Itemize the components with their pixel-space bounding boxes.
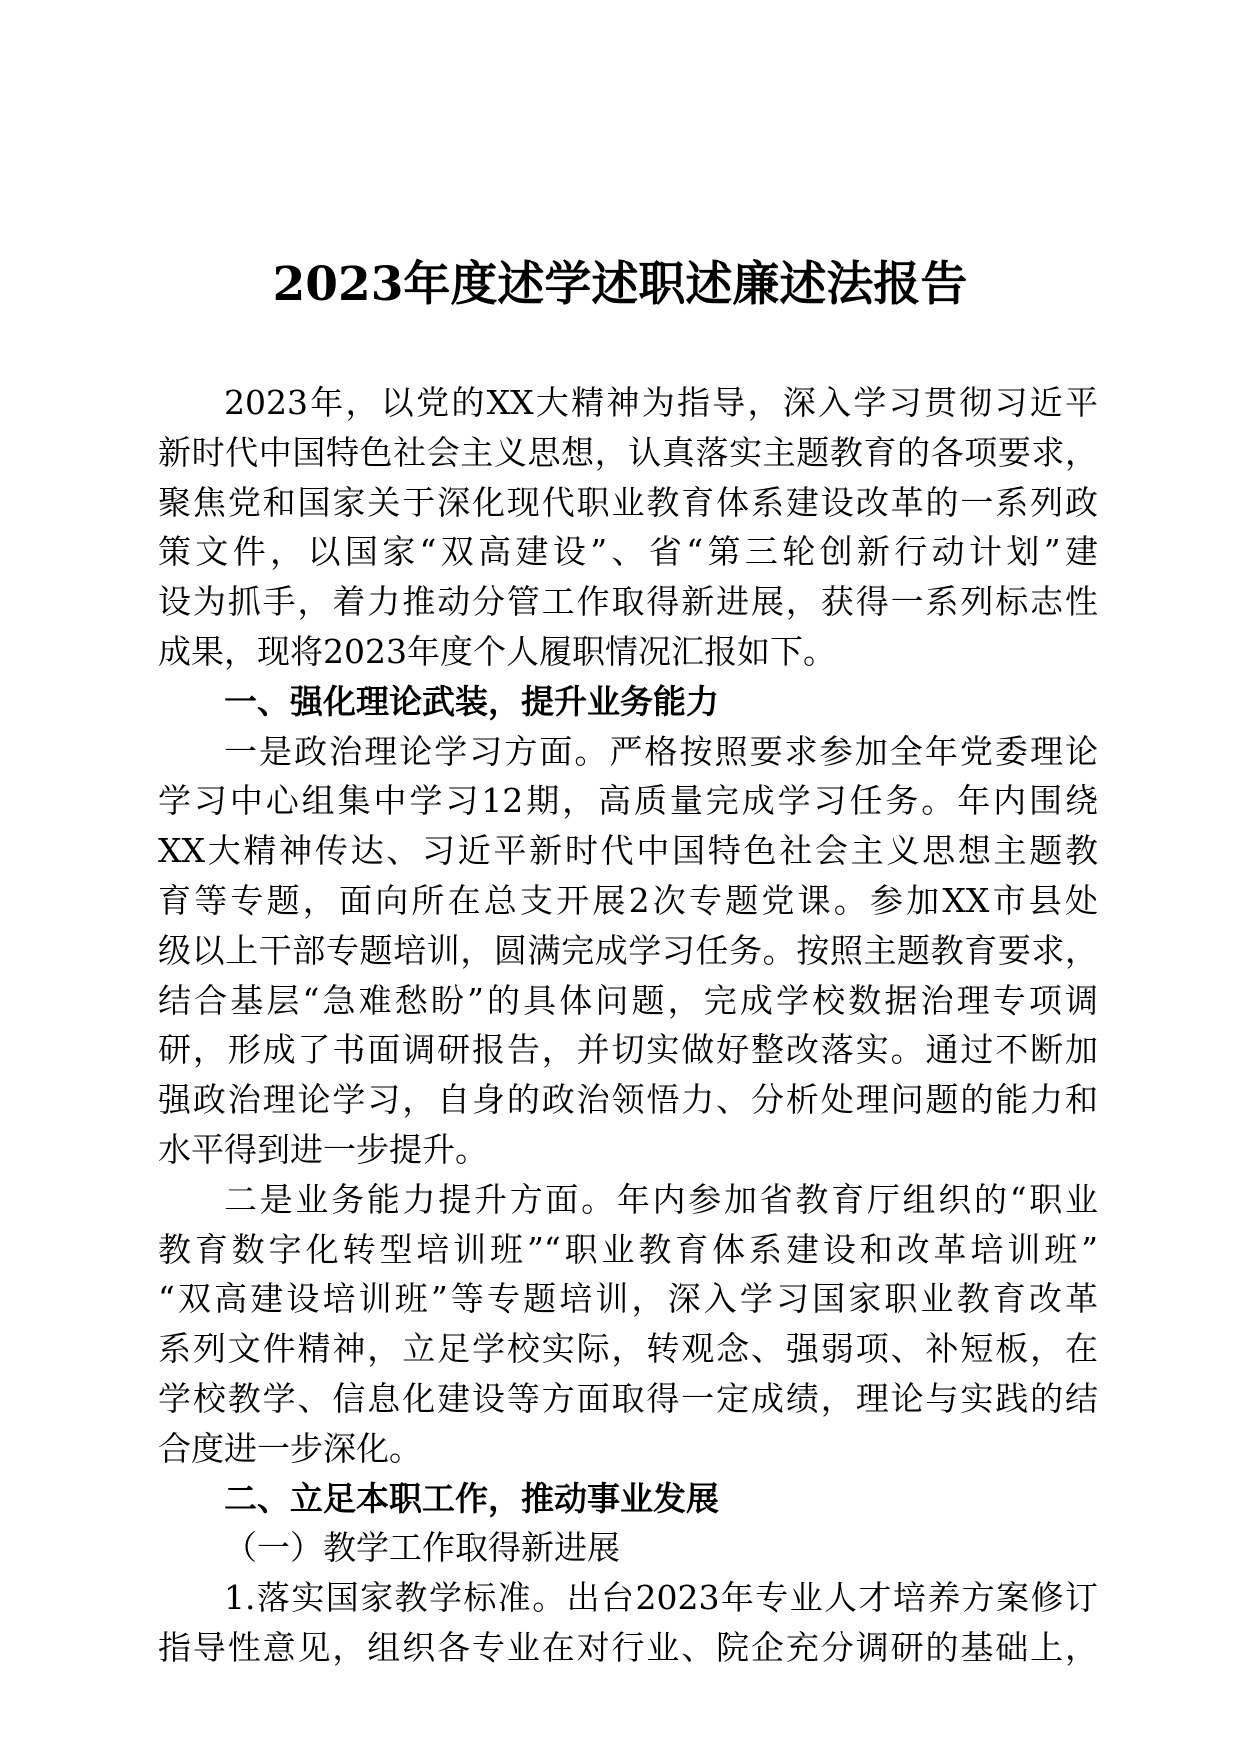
paragraph-line: 级以上干部专题培训，圆满完成学习任务。按照主题教育要求， [158,930,1098,970]
document-body [158,378,1098,1673]
paragraph-line: 学习中心组集中学习12期，高质量完成学习任务。年内围绕 [158,781,1098,821]
paragraph-line: 强政治理论学习，自身的政治领悟力、分析处理问题的能力和 [158,1080,1098,1120]
paragraph-line: 水平得到进一步提升。 [158,1129,488,1169]
document-title: 2023年度述学述职述廉述法报告 [272,257,968,312]
paragraph-line: 合度进一步深化。 [158,1428,422,1468]
paragraph-line: 系列文件精神，立足学校实际，转观念、强弱项、补短板，在 [158,1329,1098,1369]
paragraph-line: 结合基层“急难愁盼”的具体问题，完成学校数据治理专项调 [158,980,1098,1020]
paragraph-line: 成果，现将2023年度个人履职情况汇报如下。 [158,631,836,671]
paragraph-line: 策文件，以国家“双高建设”、省“第三轮创新行动计划”建 [158,532,1098,572]
paragraph-line: 研，形成了书面调研报告，并切实做好整改落实。通过不断加 [158,1030,1098,1070]
paragraph-line: 新时代中国特色社会主义思想，认真落实主题教育的各项要求， [158,432,1098,472]
paragraph-line: 设为抓手，着力推动分管工作取得新进展，获得一系列标志性 [158,582,1098,622]
paragraph-line: 学校教学、信息化建设等方面取得一定成绩，理论与实践的结 [158,1378,1098,1418]
paragraph-line: 二是业务能力提升方面。年内参加省教育厅组织的“职业 [224,1179,1098,1219]
section-heading: 一、强化理论武装，提升业务能力 [224,681,719,721]
paragraph-line: “双高建设培训班”等专题培训，深入学习国家职业教育改革 [158,1279,1098,1319]
paragraph-line: 聚焦党和国家关于深化现代职业教育体系建设改革的一系列政 [158,482,1098,522]
section-heading: 二、立足本职工作，推动事业发展 [224,1478,719,1518]
paragraph-line: 指导性意见，组织各专业在对行业、院企充分调研的基础上， [158,1627,1098,1667]
subsection-heading: （一）教学工作取得新进展 [224,1528,620,1568]
paragraph-line: 2023年，以党的XX大精神为指导，深入学习贯彻习近平 [224,383,1098,422]
paragraph-line: 教育数字化转型培训班”“职业教育体系建设和改革培训班” [158,1229,1098,1269]
paragraph-line: 一是政治理论学习方面。严格按照要求参加全年党委理论 [224,731,1098,771]
paragraph-line: 1.落实国家教学标准。出台2023年专业人才培养方案修订 [224,1578,1098,1618]
paragraph-line: XX大精神传达、习近平新时代中国特色社会主义思想主题教 [158,831,1098,871]
paragraph-line: 育等专题，面向所在总支开展2次专题党课。参加XX市县处 [158,880,1098,920]
